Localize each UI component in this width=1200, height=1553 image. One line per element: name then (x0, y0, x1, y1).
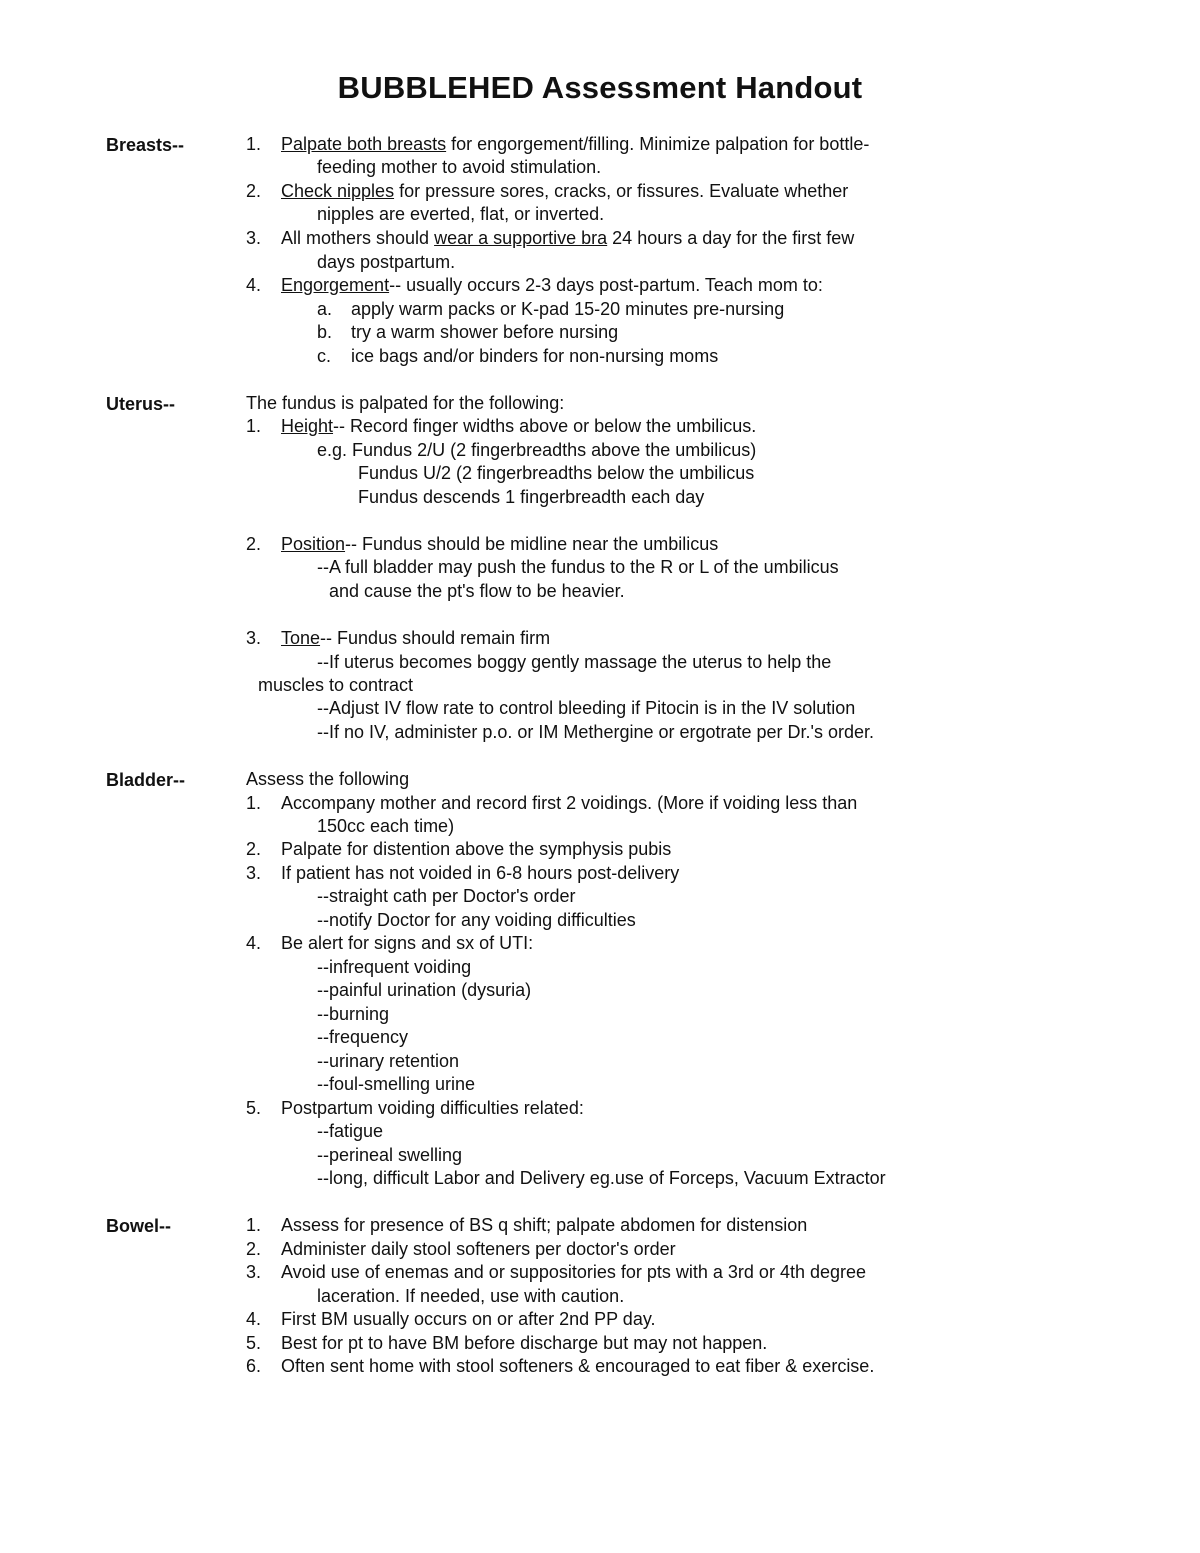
list-number: 1. (246, 1215, 262, 1235)
list-item: Assess for presence of BS q shift; palpate abdomen for distension (281, 1215, 808, 1235)
section-intro: The fundus is palpated for the following: (246, 393, 565, 413)
item-text: -- Record finger widths above or below the umbilicus. (333, 416, 757, 436)
list-number: 3. (246, 1262, 262, 1282)
list-item: Postpartum voiding difficulties related: (281, 1098, 584, 1118)
item-text: 24 hours a day for the first few (607, 228, 855, 248)
list-item (281, 535, 718, 553)
list-item: Often sent home with stool softeners & encouraged to eat fiber & exercise. (281, 1356, 875, 1376)
underlined-term: Tone (281, 628, 321, 648)
item-text: for pressure sores, cracks, or fissures. Evaluate whether (394, 181, 849, 201)
list-number: 4. (246, 275, 262, 295)
detail-line: --foul-smelling urine (317, 1074, 476, 1094)
list-number: 2. (246, 1239, 262, 1259)
list-number: 1. (246, 416, 262, 436)
list-number: 3. (246, 628, 262, 648)
section-label-uterus: Uterus-- (106, 394, 176, 414)
detail-line: and cause the pt's flow to be heavier. (329, 581, 625, 601)
list-item: First BM usually occurs on or after 2nd PP day. (281, 1309, 656, 1329)
list-item (281, 417, 756, 435)
detail-line: --straight cath per Doctor's order (317, 886, 576, 906)
list-item: Administer daily stool softeners per doctor's order (281, 1239, 676, 1259)
list-number: 2. (246, 534, 262, 554)
sub-list-item: try a warm shower before nursing (351, 322, 619, 342)
example-line: e.g. Fundus 2/U (2 fingerbreadths above the umbilicus) (317, 440, 757, 460)
list-item (281, 135, 869, 153)
section-label-breasts: Breasts-- (106, 135, 185, 155)
sub-list-item: ice bags and/or binders for non-nursing moms (351, 346, 719, 366)
detail-line: --If no IV, administer p.o. or IM Methergine or ergotrate per Dr.'s order. (317, 722, 875, 742)
example-line: Fundus U/2 (2 fingerbreadths below the umbilicus (358, 463, 755, 483)
list-number: 4. (246, 933, 262, 953)
list-number: 5. (246, 1333, 262, 1353)
item-text: -- usually occurs 2-3 days post-partum. Teach mom to: (389, 275, 823, 295)
section-intro: Assess the following (246, 769, 410, 789)
list-number: 2. (246, 181, 262, 201)
detail-line: --burning (317, 1004, 390, 1024)
detail-line: --painful urination (dysuria) (317, 980, 532, 1000)
detail-line: --Adjust IV flow rate to control bleeding if Pitocin is in the IV solution (317, 698, 856, 718)
detail-line: --notify Doctor for any voiding difficulties (317, 910, 636, 930)
page-title: BUBBLEHED Assessment Handout (337, 70, 863, 105)
sub-list-letter: b. (317, 322, 333, 342)
list-item: Palpate for distention above the symphysis pubis (281, 839, 672, 859)
item-text: -- Fundus should remain firm (320, 628, 551, 648)
detail-line: --perineal swelling (317, 1145, 463, 1165)
detail-line: --frequency (317, 1027, 409, 1047)
list-item (281, 229, 854, 247)
section-label-bowel: Bowel-- (106, 1216, 171, 1236)
example-line: Fundus descends 1 fingerbreadth each day (358, 487, 705, 507)
list-item (281, 182, 848, 200)
item-text: for engorgement/filling. Minimize palpation for bottle- (446, 134, 870, 154)
list-item: Accompany mother and record first 2 voidings. (More if voiding less than (281, 793, 858, 813)
list-item (281, 276, 823, 294)
underlined-term: Check nipples (281, 181, 395, 201)
detail-line: --urinary retention (317, 1051, 460, 1071)
detail-line: --If uterus becomes boggy gently massage the uterus to help the (317, 652, 832, 672)
list-item: If patient has not voided in 6-8 hours post-delivery (281, 863, 680, 883)
list-number: 4. (246, 1309, 262, 1329)
sub-list-letter: c. (317, 346, 332, 366)
list-number: 3. (246, 863, 262, 883)
list-item: Best for pt to have BM before discharge but may not happen. (281, 1333, 768, 1353)
detail-line: --long, difficult Labor and Delivery eg.use of Forceps, Vacuum Extractor (317, 1168, 886, 1188)
list-item-continuation: nipples are everted, flat, or inverted. (317, 204, 605, 224)
list-number: 3. (246, 228, 262, 248)
list-number: 1. (246, 134, 262, 154)
list-item: Be alert for signs and sx of UTI: (281, 933, 534, 953)
detail-line: --fatigue (317, 1121, 384, 1141)
sub-list-item: apply warm packs or K-pad 15-20 minutes pre-nursing (351, 299, 785, 319)
underlined-term: Height (281, 416, 334, 436)
item-text: All mothers should (281, 228, 435, 248)
detail-line: muscles to contract (258, 675, 414, 695)
list-item-continuation: feeding mother to avoid stimulation. (317, 157, 602, 177)
list-number: 2. (246, 839, 262, 859)
list-item-continuation: 150cc each time) (317, 816, 455, 836)
underlined-term: Engorgement (281, 275, 390, 295)
list-number: 5. (246, 1098, 262, 1118)
list-item: Avoid use of enemas and or suppositories for pts with a 3rd or 4th degree (281, 1262, 867, 1282)
section-label-bladder: Bladder-- (106, 770, 186, 790)
underlined-term: Position (281, 534, 346, 554)
underlined-term: wear a supportive bra (434, 228, 608, 248)
list-item (281, 629, 550, 647)
list-item-continuation: laceration. If needed, use with caution. (317, 1286, 625, 1306)
list-number: 6. (246, 1356, 262, 1376)
sub-list-letter: a. (317, 299, 333, 319)
list-item-continuation: days postpartum. (317, 252, 456, 272)
underlined-term: Palpate both breasts (281, 134, 447, 154)
list-number: 1. (246, 793, 262, 813)
detail-line: --A full bladder may push the fundus to the R or L of the umbilicus (317, 557, 839, 577)
detail-line: --infrequent voiding (317, 957, 472, 977)
item-text: -- Fundus should be midline near the umbilicus (345, 534, 719, 554)
